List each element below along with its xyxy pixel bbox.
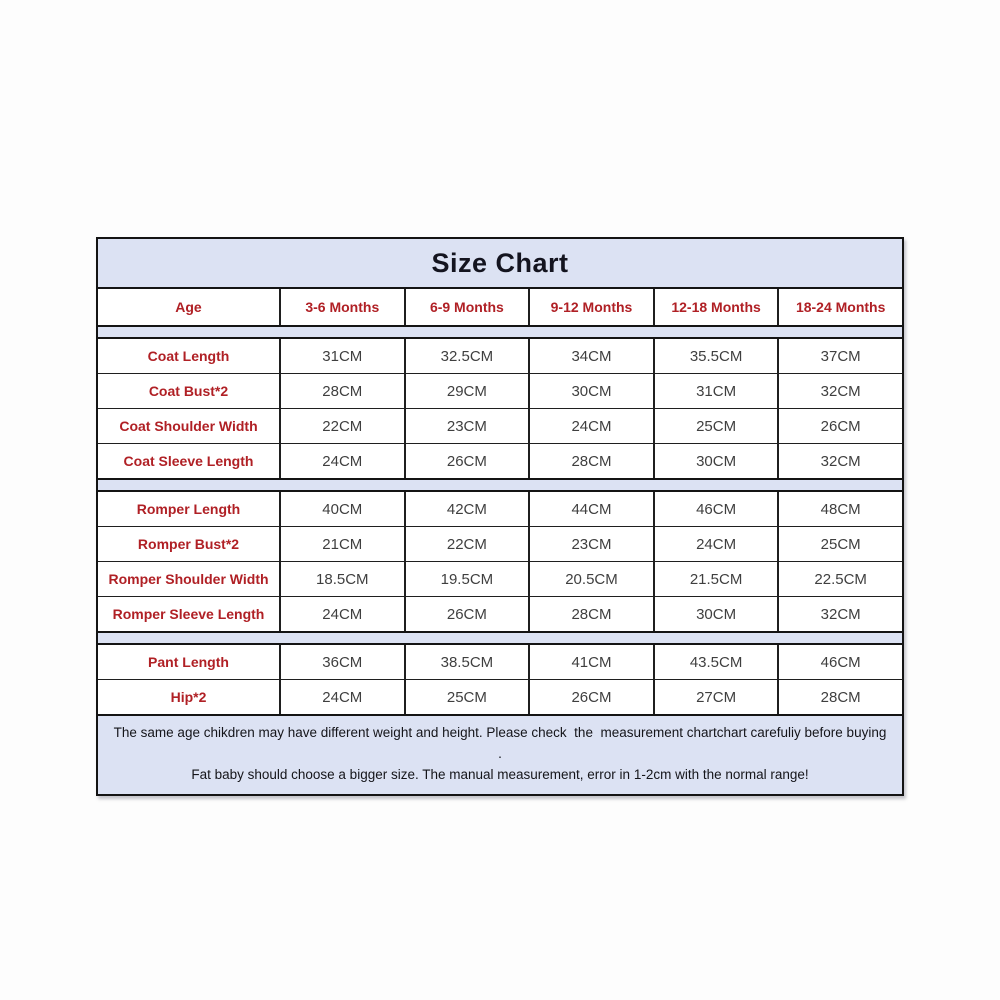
table-row [98,596,902,631]
header-cell-18-24-months: 18-24 Months [777,289,902,325]
value-cell: 26CM [404,444,529,478]
row-label: Hip*2 [170,689,207,705]
value-cell: 26CM [777,409,902,443]
row-label: Romper Length [136,501,241,517]
row-label: Pant Length [148,654,229,670]
table-row [98,526,902,561]
value-cell: 31CM [279,339,404,373]
note-line-1: The same age chikdren may have different weight and height. Please check the measurement chartchart carefuliy before buying . [113,725,891,761]
row-label: Coat Bust*2 [148,383,229,399]
header-cell-3-6-months: 3-6 Months [279,289,404,325]
header-cell-age: Age [175,299,202,315]
value-cell: 32CM [777,374,902,408]
table-row [98,645,902,679]
value-cell: 25CM [404,680,529,714]
value-cell: 22.5CM [777,562,902,596]
row-label: Coat Length [147,348,230,364]
header-cell-12-18-months: 12-18 Months [653,289,778,325]
size-chart-table [96,237,904,796]
value-cell: 24CM [653,527,778,561]
page-title: Size Chart [431,247,569,278]
row-label: Romper Shoulder Width [108,571,269,587]
value-cell: 48CM [777,492,902,526]
value-cell: 40CM [279,492,404,526]
value-cell: 35.5CM [653,339,778,373]
table-row [98,339,902,373]
value-cell: 32CM [777,597,902,631]
value-cell: 21CM [279,527,404,561]
table-title-row [98,239,902,287]
value-cell: 30CM [528,374,653,408]
value-cell: 42CM [404,492,529,526]
value-cell: 24CM [279,680,404,714]
value-cell: 46CM [777,645,902,679]
value-cell: 22CM [404,527,529,561]
value-cell: 31CM [653,374,778,408]
row-label: Coat Shoulder Width [119,418,258,434]
row-label: Romper Bust*2 [137,536,240,552]
section-separator-pant [98,631,902,645]
value-cell: 43.5CM [653,645,778,679]
table-header-row [98,287,902,325]
table-row [98,561,902,596]
value-cell: 21.5CM [653,562,778,596]
value-cell: 20.5CM [528,562,653,596]
value-cell: 41CM [528,645,653,679]
value-cell: 32CM [777,444,902,478]
value-cell: 19.5CM [404,562,529,596]
value-cell: 28CM [528,597,653,631]
header-cell-6-9-months: 6-9 Months [404,289,529,325]
value-cell: 25CM [653,409,778,443]
value-cell: 25CM [777,527,902,561]
table-row [98,679,902,714]
row-label: Romper Sleeve Length [112,606,265,622]
value-cell: 36CM [279,645,404,679]
value-cell: 34CM [528,339,653,373]
value-cell: 26CM [404,597,529,631]
value-cell: 18.5CM [279,562,404,596]
value-cell: 30CM [653,444,778,478]
header-cell-9-12-months: 9-12 Months [528,289,653,325]
value-cell: 32.5CM [404,339,529,373]
value-cell: 37CM [777,339,902,373]
value-cell: 29CM [404,374,529,408]
section-separator-coat [98,325,902,339]
value-cell: 24CM [528,409,653,443]
value-cell: 27CM [653,680,778,714]
note-line-2: Fat baby should choose a bigger size. The manual measurement, error in 1-2cm with the normal range! [191,766,809,782]
value-cell: 23CM [404,409,529,443]
row-label: Coat Sleeve Length [123,453,254,469]
value-cell: 23CM [528,527,653,561]
value-cell: 46CM [653,492,778,526]
table-row [98,373,902,408]
value-cell: 44CM [528,492,653,526]
table-row [98,492,902,526]
value-cell: 28CM [279,374,404,408]
value-cell: 28CM [777,680,902,714]
section-separator-romper [98,478,902,492]
value-cell: 26CM [528,680,653,714]
table-note [98,714,902,794]
value-cell: 24CM [279,597,404,631]
table-row [98,408,902,443]
value-cell: 30CM [653,597,778,631]
table-row [98,443,902,478]
value-cell: 38.5CM [404,645,529,679]
value-cell: 28CM [528,444,653,478]
value-cell: 22CM [279,409,404,443]
table-body [98,325,902,714]
value-cell: 24CM [279,444,404,478]
